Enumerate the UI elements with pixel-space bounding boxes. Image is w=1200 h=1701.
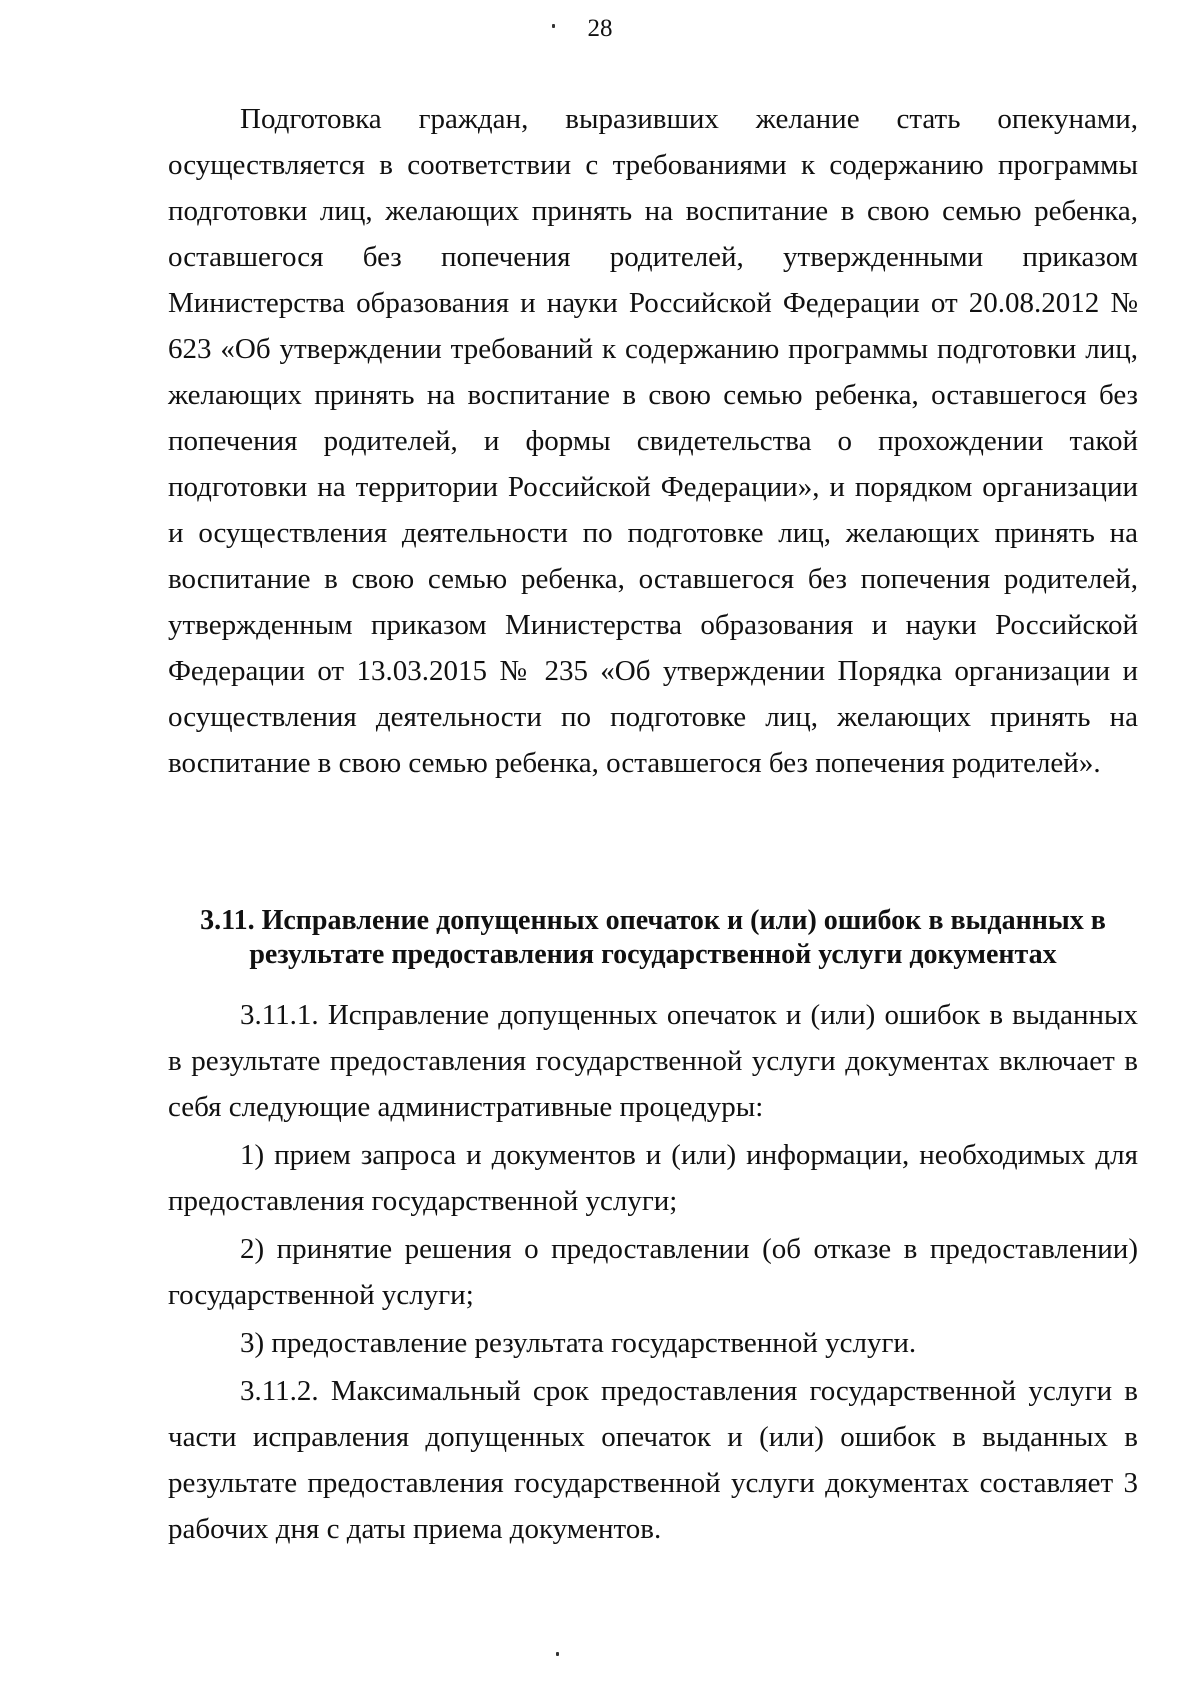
- paragraph-3-11-1: 3.11.1. Исправление допущенных опечаток и (или) ошибок в выданных в результате предоставления государственной услуги документах включает в себя следующие административные процедуры:: [168, 999, 1138, 1123]
- page-number: 28: [587, 15, 613, 42]
- paragraph-preparation-of-guardians: Подготовка граждан, выразивших желание стать опекунами, осуществляется в соответствии с требованиями к содержанию программы подготовки лиц, желающих принять на воспитание в свою семью ребенка, оставшегося без попечения родителей, утвержденными приказом Министерства образования и науки Российской Федерации от 20.08.2012 № 623 «Об утверждении требований к содержанию программы подготовки лиц, желающих принять на воспитание в свою семью ребенка, оставшегося без попечения родителей, и формы свидетельства о прохождении такой подготовки на территории Российской Федерации», и порядком организации и осуществления деятельности по подготовке лиц, желающих принять на воспитание в свою семью ребенка, оставшегося без попечения родителей, утвержденным приказом Министерства образования и науки Российской Федерации от 13.03.2015 № 235 «Об утверждении Порядка организации и осуществления деятельности по подготовке лиц, желающих принять на воспитание в свою семью ребенка, оставшегося без попечения родителей».: [168, 103, 1138, 779]
- paragraph-3-11-2: 3.11.2. Максимальный срок предоставления государственной услуги в части исправления допущенных опечаток и (или) ошибок в выданных в результате предоставления государственной услуги документах составляет 3 рабочих дня с даты приема документов.: [168, 1375, 1138, 1545]
- list-item-3: 3) предоставление результата государственной услуги.: [240, 1327, 917, 1359]
- section-heading-line-1: 3.11. Исправление допущенных опечаток и (или) ошибок в выданных в: [200, 905, 1106, 936]
- scan-speck: [556, 1652, 559, 1656]
- list-item-2: 2) принятие решения о предоставлении (об отказе в предоставлении) государственной услуги;: [168, 1233, 1138, 1311]
- section-heading-line-2: результате предоставления государственной услуги документах: [249, 939, 1057, 970]
- list-item-1: 1) прием запроса и документов и (или) информации, необходимых для предоставления государственной услуги;: [168, 1139, 1138, 1217]
- body-text-section-2: [168, 992, 1138, 1554]
- scan-speck: [552, 24, 555, 28]
- body-text-section-1: [168, 96, 1138, 786]
- section-heading-3-11: [168, 904, 1138, 972]
